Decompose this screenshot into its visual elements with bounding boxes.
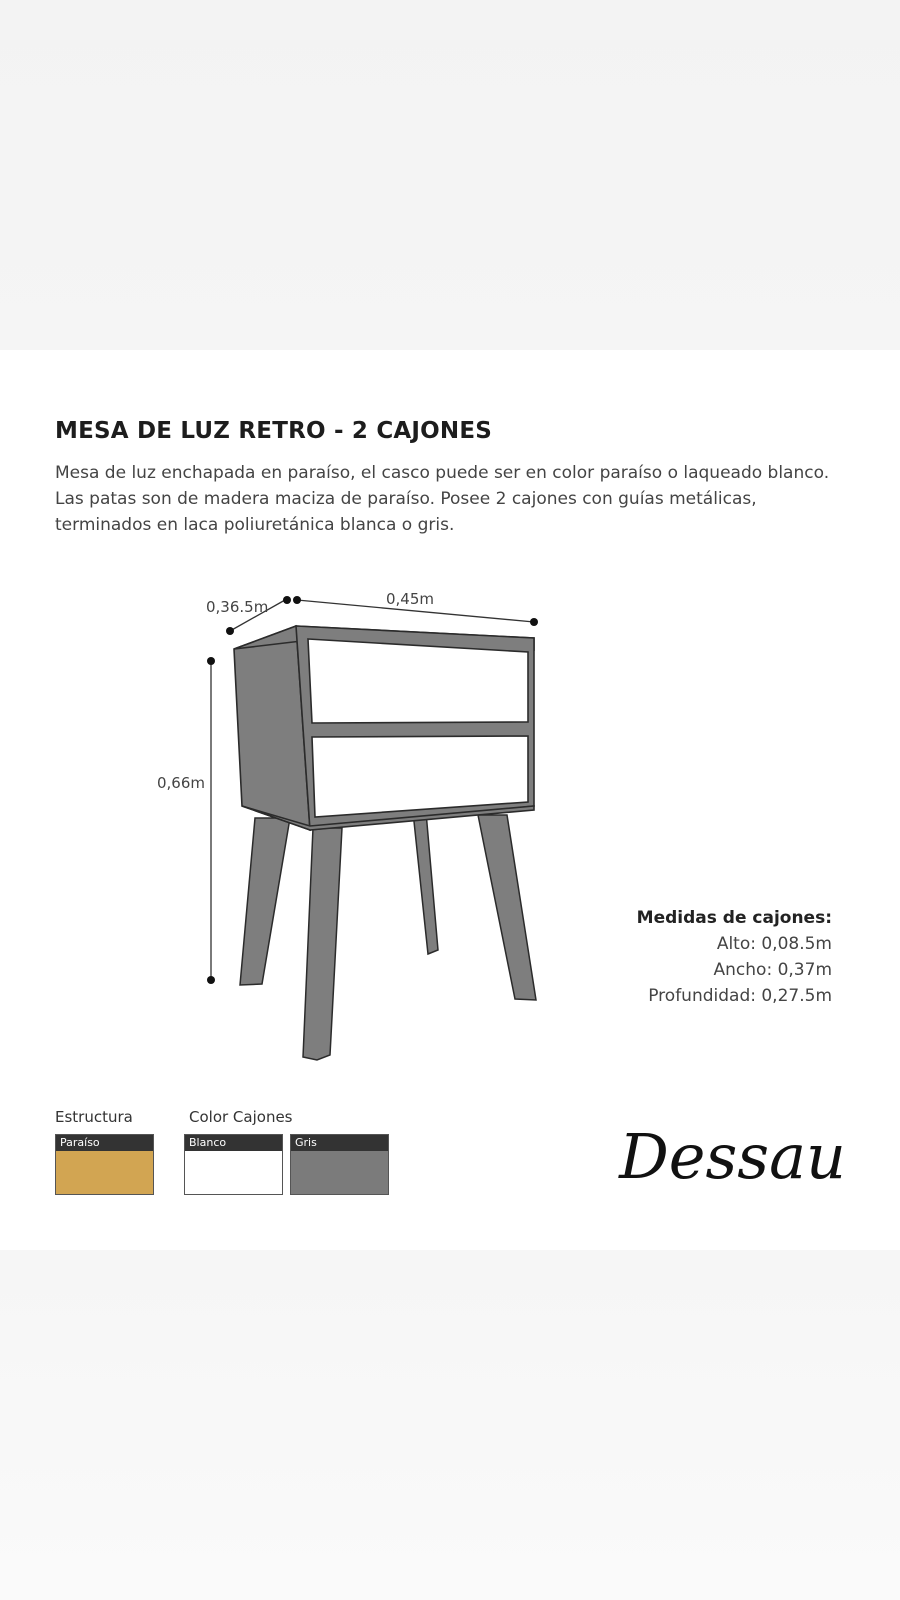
front-right-leg — [478, 815, 536, 1000]
drawer-height: Alto: 0,08.5m — [716, 934, 832, 954]
swatch-paraiso-label: Paraíso — [56, 1135, 153, 1151]
swatch-gris-fill — [291, 1151, 388, 1194]
swatch-blanco — [184, 1134, 283, 1195]
upper-drawer-front — [308, 639, 528, 723]
drawer-measures — [610, 905, 832, 1009]
legs — [240, 812, 536, 1060]
swatch-paraiso-fill — [56, 1151, 153, 1194]
swatch-paraiso — [55, 1134, 154, 1195]
product-sheet — [0, 350, 900, 1250]
product-title: MESA DE LUZ RETRO - 2 CAJONES — [55, 418, 493, 444]
structure-label: Estructura — [55, 1108, 133, 1126]
nightstand-drawing — [0, 350, 900, 1250]
drawer-depth: Profundidad: 0,27.5m — [648, 986, 832, 1006]
drawer-measures-heading: Medidas de cajones: — [636, 908, 832, 928]
back-left-leg — [240, 818, 290, 985]
description-line-2: Las patas son de madera maciza de paraíso. Posee 2 cajones con guías metálicas, — [55, 489, 757, 509]
carcass — [234, 626, 534, 830]
brand-logo: Dessau — [619, 1120, 846, 1193]
swatch-gris-label: Gris — [291, 1135, 388, 1151]
width-dimension-label: 0,45m — [386, 590, 435, 608]
height-dimension-label: 0,66m — [157, 774, 206, 792]
description-line-1: Mesa de luz enchapada en paraíso, el casco puede ser en color paraíso o laqueado blanco. — [55, 463, 830, 483]
bottom-background — [0, 1250, 900, 1600]
top-background — [0, 0, 900, 350]
description-line-3: terminados en laca poliuretánica blanca o gris. — [55, 515, 455, 535]
back-right-leg — [413, 812, 438, 954]
drawer-color-label: Color Cajones — [189, 1108, 293, 1126]
swatch-blanco-label: Blanco — [185, 1135, 282, 1151]
drawer-width: Ancho: 0,37m — [713, 960, 832, 980]
front-left-leg — [303, 828, 342, 1060]
swatch-gris — [290, 1134, 389, 1195]
lower-drawer-front — [312, 736, 528, 817]
depth-dimension-label: 0,36.5m — [206, 598, 269, 616]
swatch-blanco-fill — [185, 1151, 282, 1194]
